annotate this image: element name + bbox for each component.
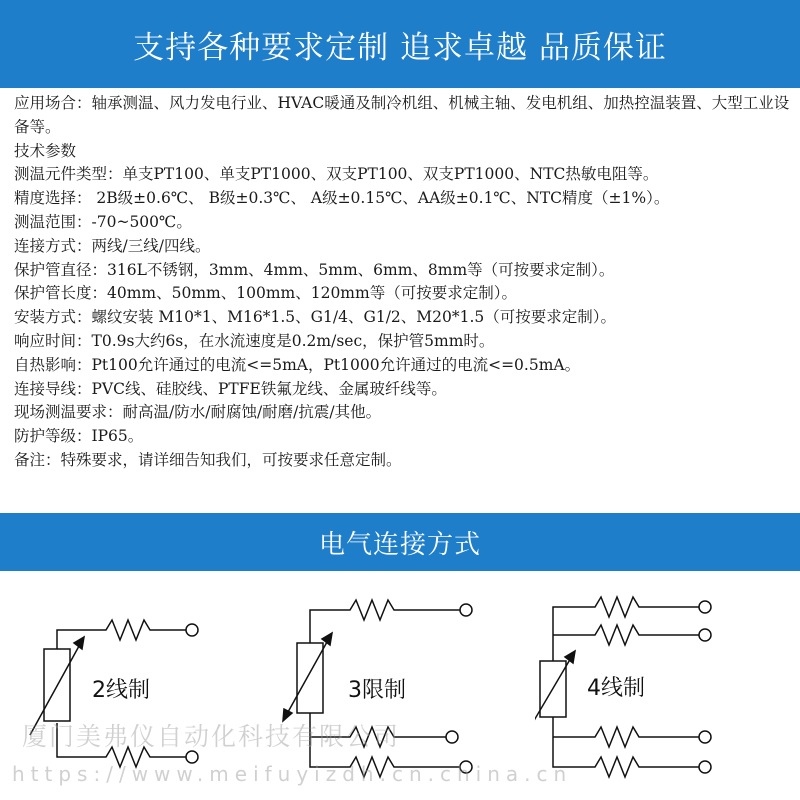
watermark-url: https://www.meifuyizdh.cn.china.cn [12, 762, 573, 786]
spec-field-req: 现场测温要求：耐高温/防水/耐腐蚀/耐磨/抗震/其他。 [14, 403, 382, 422]
spec-tube-diameter: 保护管直径：316L不锈钢，3mm、4mm、5mm、6mm、8mm等（可按要求定制）。 [14, 260, 615, 279]
spec-connection: 连接方式：两线/三线/四线。 [14, 236, 211, 255]
spec-install: 安装方式：螺纹安装 M10*1、M16*1.5、G1/4、G1/2、M20*1.5（可按要求定制）。 [14, 308, 617, 327]
watermark-company: 厦门美弗仪自动化科技有限公司 [22, 722, 401, 751]
spec-protection: 防护等级：IP65。 [14, 427, 144, 446]
header-title: 支持各种要求定制 追求卓越 品质保证 [133, 29, 667, 66]
spec-response: 响应时间：T0.9s大约6s，在水流速度是0.2m/sec，保护管5mm时。 [14, 331, 495, 350]
four-wire-label: 4线制 [587, 676, 645, 701]
spec-application: 应用场合：轴承测温、风力发电行业、HVAC暖通及制冷机组、机械主轴、发电机组、加热控温装置、大型工业设备等。 [14, 94, 790, 136]
spec-tube-length: 保护管长度：40mm、50mm、100mm、120mm等（可按要求定制）。 [14, 284, 517, 303]
spec-list [14, 92, 790, 473]
spec-self-heating: 自热影响：Pt100允许通过的电流<=5mA，Pt1000允许通过的电流<=0.5mA。 [14, 355, 581, 374]
four-wire-diagram [535, 585, 735, 785]
spec-tech-title: 技术参数 [14, 141, 77, 160]
spec-accuracy: 精度选择： 2B级±0.6℃、 B级±0.3℃、 A级±0.15℃、AA级±0.1℃、NTC精度（±1%）。 [14, 189, 670, 208]
spec-wire: 连接导线：PVC线、硅胶线、PTFE铁氟龙线、金属玻纤线等。 [14, 379, 447, 398]
spec-range: 测温范围：-70~500℃。 [14, 212, 192, 231]
three-wire-diagram [280, 585, 480, 785]
three-wire-label: 3限制 [348, 678, 406, 703]
two-wire-diagram [20, 585, 220, 785]
spec-note: 备注：特殊要求，请详细告知我们，可按要求任意定制。 [14, 450, 402, 469]
section-banner [0, 513, 800, 571]
two-wire-label: 2线制 [92, 678, 150, 703]
section-title: 电气连接方式 [318, 529, 481, 560]
header-banner [0, 0, 800, 88]
spec-element-type: 测温元件类型：单支PT100、单支PT1000、双支PT100、双支PT1000、NTC热敏电阻等。 [14, 165, 659, 184]
